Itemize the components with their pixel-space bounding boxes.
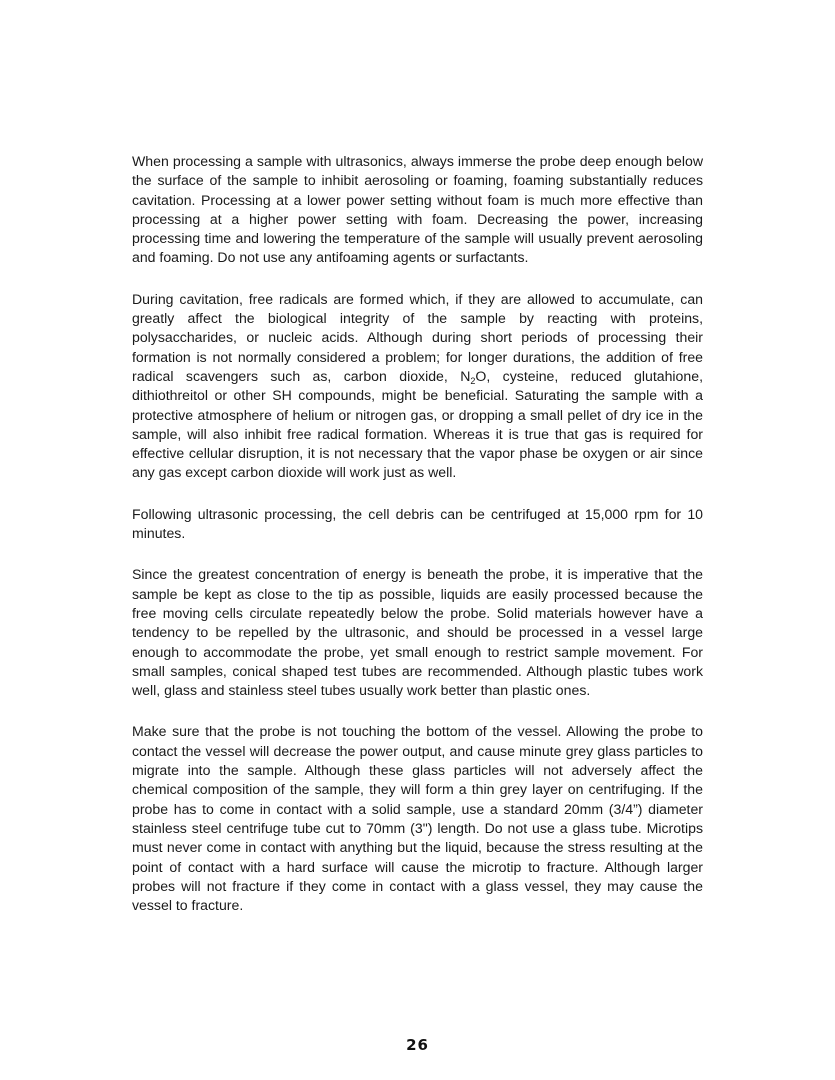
paragraph-probe-contact: Make sure that the probe is not touching the bottom of the vessel. Allowing the probe to contact the vessel will decrease the power output, and cause minute grey glass particles to migrate into the sample. Although these glass particles will not adversely affect the chemical composition of the sample, they will form a thin grey layer on centrifuging. If the probe has to come in contact with a solid sample, use a standard 20mm (3/4”) diameter stainless steel centrifuge tube cut to 70mm (3") length. Do not use a glass tube. Microtips must never come in contact with anything but the liquid, because the stress resulting at the point of contact with a hard surface will cause the microtip to fracture. Although larger probes will not fracture if they come in contact with a glass vessel, they may cause the vessel to fracture.	[132, 723, 703, 914]
paragraph-centrifuge: Following ultrasonic processing, the cell debris can be centrifuged at 15,000 rpm for 10 minutes.	[132, 505, 703, 542]
subscript-2: 2	[470, 375, 476, 386]
paragraph-free-radicals-part-2: O, cysteine, reduced glutahione, dithiothreitol or other SH compounds, might be beneficial. Saturating the sample with a protective atmosphere of helium or nitrogen gas, or dropping a small pellet of dry ice in the sample, will also inhibit free radical formation. Whereas it is true that gas is required for effective cellular disruption, it is not necessary that the vapor phase be oxygen or air since any gas except carbon dioxide will work just as well.	[132, 367, 703, 481]
paragraph-free-radicals	[132, 290, 703, 483]
paragraph-foaming: When processing a sample with ultrasonics, always immerse the probe deep enough below the surface of the sample to inhibit aerosoling or foaming, foaming substantially reduces cavitation. Processing at a lower power setting without foam is much more effective than processing at a higher power setting with foam. Decreasing the power, increasing processing time and lowering the temperature of the sample will usually prevent aerosoling and foaming. Do not use any antifoaming agents or surfactants.	[132, 153, 703, 266]
page-number: 26	[406, 1036, 429, 1054]
paragraph-energy-concentration: Since the greatest concentration of energy is beneath the probe, it is imperative that the sample be kept as close to the tip as possible, liquids are easily processed because the free moving cells circulate repeatedly below the probe. Solid materials however have a tendency to be repelled by the ultrasonic, and should be processed in a vessel large enough to accommodate the probe, yet small enough to restrict sample movement. For small samples, conical shaped test tubes are recommended. Although plastic tubes work well, glass and stainless steel tubes usually work better than plastic ones.	[132, 566, 703, 699]
paragraph-free-radicals-part-1: During cavitation, free radicals are formed which, if they are allowed to accumulate, can greatly affect the biological integrity of the sample by reacting with proteins, polysaccharides, or nucleic acids. Although during short periods of processing their formation is not normally considered a problem; for longer durations, the addition of free radical scavengers such as, carbon dioxide, N	[132, 290, 703, 384]
body-text	[132, 152, 703, 937]
